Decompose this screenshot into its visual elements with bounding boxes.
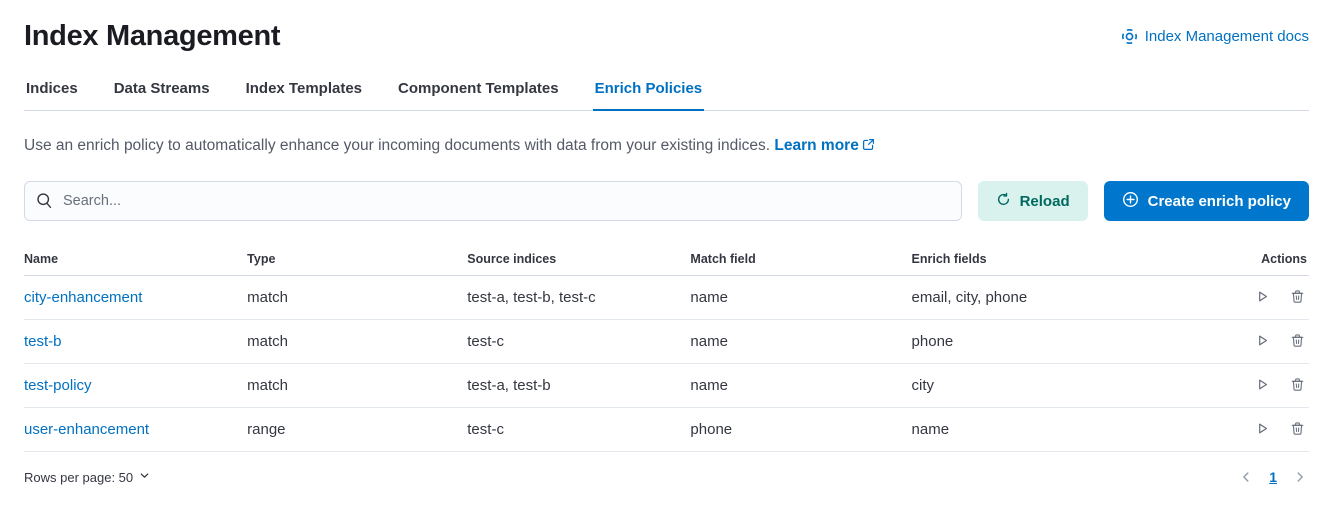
policy-enrich-fields: email, city, phone <box>912 276 1218 320</box>
policy-type: range <box>247 408 467 452</box>
previous-page-button[interactable] <box>1237 468 1255 486</box>
policy-name-link[interactable]: test-b <box>24 333 62 350</box>
enrich-policies-table <box>24 243 1309 452</box>
execute-policy-button[interactable] <box>1253 331 1272 350</box>
policy-name-link[interactable]: user-enhancement <box>24 421 150 438</box>
table-row <box>24 364 1309 408</box>
header-match-field: Match field <box>690 243 911 276</box>
next-page-button[interactable] <box>1291 468 1309 486</box>
trash-icon <box>1290 424 1305 439</box>
tab-index-templates[interactable]: Index Templates <box>245 80 363 97</box>
table-body <box>24 276 1309 452</box>
execute-policy-button[interactable] <box>1253 419 1272 438</box>
policy-source-indices: test-c <box>467 408 690 452</box>
trash-icon <box>1290 292 1305 307</box>
delete-policy-button[interactable] <box>1288 375 1307 394</box>
tab-bar <box>24 80 1309 111</box>
search-input[interactable] <box>24 181 962 221</box>
policy-name-link[interactable]: test-policy <box>24 377 92 394</box>
enrich-policy-description <box>24 137 1309 155</box>
policy-enrich-fields: name <box>912 408 1218 452</box>
chevron-left-icon <box>1239 472 1253 487</box>
policy-source-indices: test-c <box>467 320 690 364</box>
index-management-docs-link[interactable] <box>1121 28 1309 45</box>
policy-name-link[interactable]: city-enhancement <box>24 289 143 306</box>
chevron-down-icon <box>138 469 151 485</box>
play-icon <box>1255 424 1270 439</box>
trash-icon <box>1290 380 1305 395</box>
policy-enrich-fields: phone <box>912 320 1218 364</box>
table-row <box>24 320 1309 364</box>
tab-component-templates[interactable]: Component Templates <box>398 80 559 97</box>
policy-match-field: phone <box>690 408 911 452</box>
page-header <box>24 14 1309 58</box>
page-number-1[interactable]: 1 <box>1269 469 1277 485</box>
header-source-indices: Source indices <box>467 243 690 276</box>
external-link-icon <box>859 137 875 154</box>
policy-match-field: name <box>690 320 911 364</box>
documentation-icon <box>1121 28 1138 45</box>
table-row <box>24 408 1309 452</box>
search-container <box>24 181 962 221</box>
policy-type: match <box>247 276 467 320</box>
delete-policy-button[interactable] <box>1288 419 1307 438</box>
rows-per-page-label: Rows per page: 50 <box>24 469 134 485</box>
delete-policy-button[interactable] <box>1288 287 1307 306</box>
chevron-right-icon <box>1293 472 1307 487</box>
policy-source-indices: test-a, test-b <box>467 364 690 408</box>
table-footer <box>24 468 1309 500</box>
policy-type: match <box>247 364 467 408</box>
create-button-label: Create enrich policy <box>1147 192 1291 210</box>
reload-button-label: Reload <box>1019 192 1070 210</box>
delete-policy-button[interactable] <box>1288 331 1307 350</box>
tab-indices[interactable]: Indices <box>26 80 78 97</box>
play-icon <box>1255 292 1270 307</box>
policy-match-field: name <box>690 364 911 408</box>
trash-icon <box>1290 336 1305 351</box>
toolbar <box>24 181 1309 221</box>
create-enrich-policy-button[interactable] <box>1104 181 1309 221</box>
header-name: Name <box>24 243 247 276</box>
refresh-icon <box>996 192 1011 211</box>
page-title: Index Management <box>24 19 281 52</box>
play-icon <box>1255 380 1270 395</box>
tab-enrich-policies[interactable]: Enrich Policies <box>593 80 705 110</box>
description-text: Use an enrich policy to automatically enhance your incoming documents with data from your existing indices. <box>24 137 771 154</box>
header-actions: Actions <box>1217 243 1309 276</box>
learn-more-label: Learn more <box>774 137 859 154</box>
policy-match-field: name <box>690 276 911 320</box>
rows-per-page-selector[interactable] <box>24 469 151 485</box>
tab-data-streams[interactable]: Data Streams <box>113 80 210 97</box>
header-enrich-fields: Enrich fields <box>912 243 1218 276</box>
reload-button[interactable] <box>978 181 1088 221</box>
play-icon <box>1255 336 1270 351</box>
plus-circle-icon <box>1122 191 1139 212</box>
execute-policy-button[interactable] <box>1253 375 1272 394</box>
policy-enrich-fields: city <box>912 364 1218 408</box>
execute-policy-button[interactable] <box>1253 287 1272 306</box>
learn-more-link[interactable] <box>774 137 874 154</box>
header-type: Type <box>247 243 467 276</box>
table-header-row <box>24 243 1309 276</box>
policy-type: match <box>247 320 467 364</box>
policy-source-indices: test-a, test-b, test-c <box>467 276 690 320</box>
pagination <box>1237 468 1309 486</box>
docs-link-label: Index Management docs <box>1144 27 1309 45</box>
table-row <box>24 276 1309 320</box>
search-icon <box>36 192 53 214</box>
